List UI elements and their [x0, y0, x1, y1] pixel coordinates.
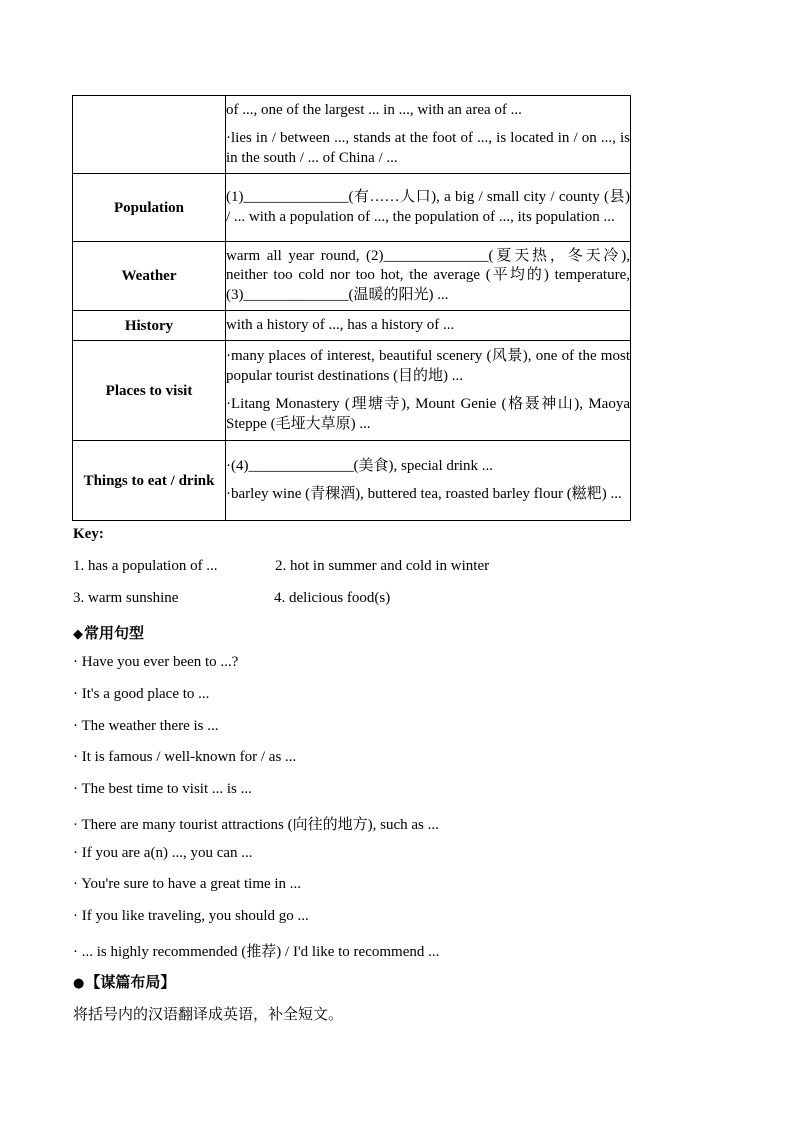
content-paragraph: ·many places of interest, beautiful scenery (风景), one of the most popular tourist destinations (目的地) ...: [226, 348, 630, 384]
content-paragraph: ·barley wine (青稞酒), buttered tea, roasted barley flour (糍粑) ...: [226, 486, 622, 502]
content-paragraph: (1)______________(有……人口), a big / small city / county (县) / ... with a population of ..., the population of ..., its population ...: [226, 189, 630, 225]
pattern-item: · It's a good place to ...: [73, 686, 210, 702]
row-content: [226, 311, 631, 341]
pattern-item: · If you are a(n) ..., you can ...: [73, 845, 253, 861]
row-label: [73, 96, 226, 174]
pattern-item: · There are many tourist attractions (向往的地方), such as ...: [73, 817, 439, 833]
row-label: Population: [73, 174, 226, 242]
table-row: [73, 311, 631, 341]
layout-section-heading: [73, 971, 800, 992]
content-paragraph: ·(4)______________(美食), special drink ...: [226, 457, 494, 474]
diamond-icon: ◆: [73, 627, 83, 642]
row-label: Places to visit: [73, 341, 226, 441]
row-content: [226, 441, 631, 521]
key-item: 4. delicious food(s): [274, 590, 391, 606]
pattern-item: · It is famous / well-known for / as ...: [73, 749, 297, 765]
table-row: [73, 174, 631, 242]
row-label: Weather: [73, 242, 226, 311]
key-title: Key:: [73, 526, 104, 542]
content-paragraph: with a history of ..., has a history of ...: [226, 316, 455, 333]
instruction-text: 将括号内的汉语翻译成英语，补全短文。: [73, 1007, 344, 1023]
pattern-item: · If you like traveling, you should go ...: [73, 908, 309, 924]
table-row: [73, 341, 631, 441]
table-row: [73, 441, 631, 521]
pattern-item: · You're sure to have a great time in ...: [73, 876, 302, 892]
table-row: [73, 96, 631, 174]
writing-phrases-table: [72, 95, 631, 521]
row-content: [226, 96, 631, 174]
row-content: [226, 242, 631, 311]
key-item: 3. warm sunshine: [73, 590, 179, 606]
heading-text: 常用句型: [84, 626, 145, 642]
key-item: 2. hot in summer and cold in winter: [275, 558, 490, 574]
content-paragraph: of ..., one of the largest ... in ..., with an area of ...: [226, 101, 522, 118]
content-paragraph: warm all year round, (2)______________(夏天热，冬天冷), neither too cold nor too hot, the average (平均的) temperature, (3)______________(温暖的阳光) ...: [226, 247, 630, 303]
row-label: Things to eat / drink: [73, 441, 226, 521]
row-content: [226, 174, 631, 242]
pattern-item: · The best time to visit ... is ...: [73, 781, 252, 797]
key-item: 1. has a population of ...: [73, 558, 218, 574]
row-content: [226, 341, 631, 441]
content-paragraph: ·Litang Monastery (理塘寺), Mount Genie (格聂神山), Maoya Steppe (毛垭大草原) ...: [226, 396, 630, 432]
table-row: [73, 242, 631, 311]
bullet-circle-icon: ●: [73, 976, 85, 991]
pattern-item: · ... is highly recommended (推荐) / I'd like to recommend ...: [73, 944, 440, 960]
row-label: History: [73, 311, 226, 341]
content-paragraph: ·lies in / between ..., stands at the foot of ..., is located in / on ..., is in the south / ... of China / ...: [226, 130, 630, 166]
pattern-item: · Have you ever been to ...?: [73, 654, 239, 670]
heading-text: 【谋篇布局】: [85, 975, 176, 991]
sentence-patterns-heading: [73, 622, 800, 643]
pattern-item: · The weather there is ...: [73, 718, 219, 734]
